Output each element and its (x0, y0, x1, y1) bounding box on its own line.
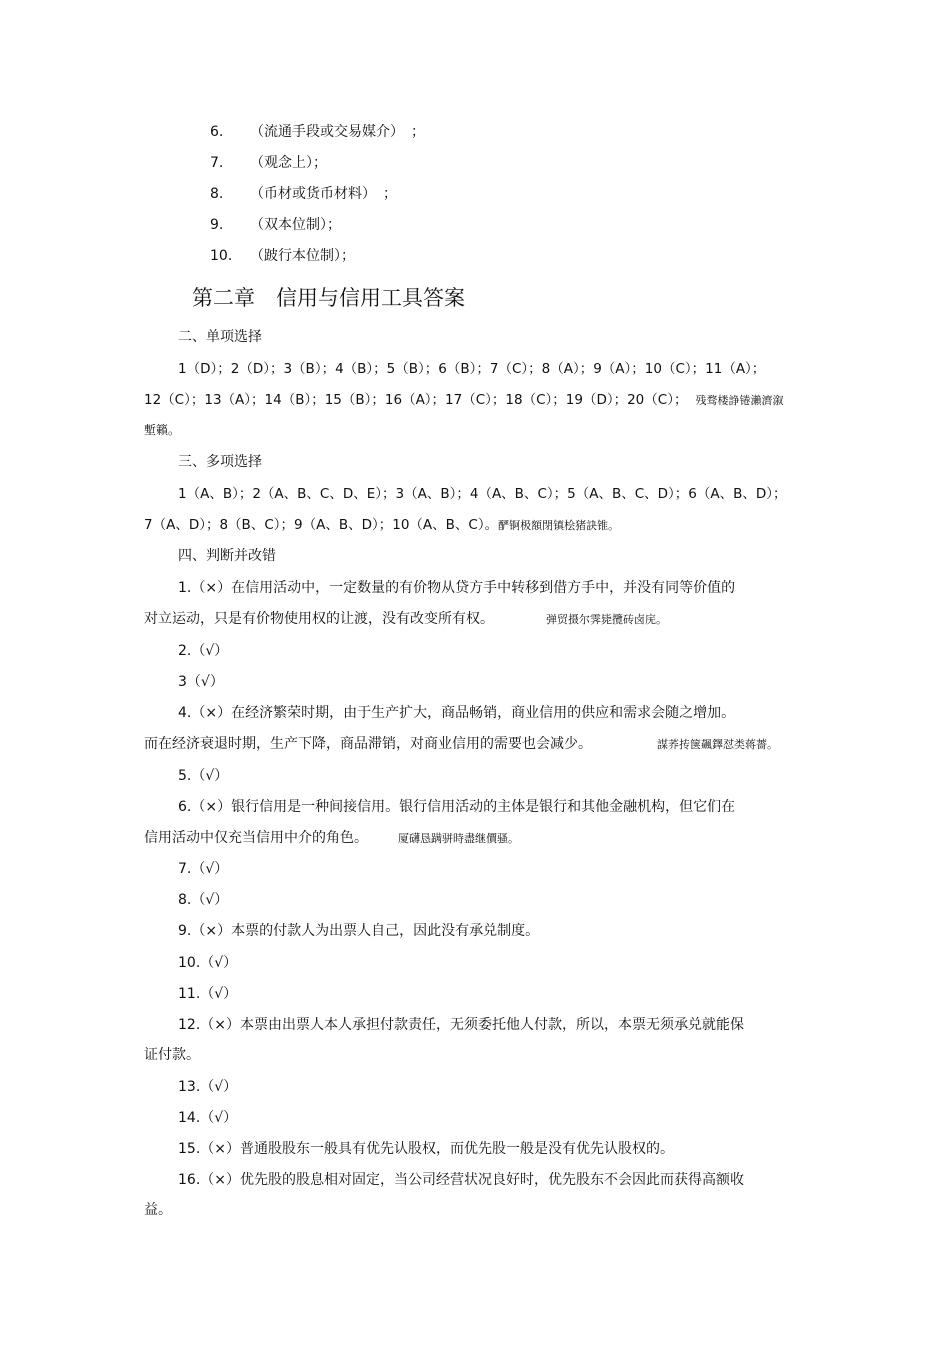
judge-item: 9.（×）本票的付款人为出票人自己，因此没有承兑制度。 (178, 923, 540, 939)
answer-text: 信用活动中仅充当信用中介的角色。 (144, 830, 368, 846)
list-number: 9. (210, 217, 224, 233)
judge-item: 12.（×）本票由出票人本人承担付款责任，无须委托他人付款，所以，本票无须承兑就能保 (178, 1017, 744, 1033)
judge-item: 16.（×）优先股的股息相对固定，当公司经营状况良好时，优先股东不会因此而获得高额收 (178, 1172, 744, 1188)
answer-line: 1（D）；2（D）；3（B）；4（B）；5（B）；6（B）；7（C）；8（A）；9（A）；10（C）；11（A）； (178, 361, 766, 377)
list-text: （跛行本位制）； (250, 248, 355, 264)
list-text: （流通手段或交易媒介） ； (250, 124, 425, 140)
garbled-text: 厦礴恳蹒骈時盡继價骚。 (398, 832, 519, 845)
section-heading-judge: 四、判断并改错 (178, 548, 276, 564)
chapter-title: 第二章 信用与信用工具答案 (192, 286, 465, 310)
judge-item-cont: 益。 (144, 1202, 172, 1218)
garbled-text: 塹籟。 (144, 423, 181, 437)
judge-item: 5.（√） (178, 768, 229, 784)
judge-item: 11.（√） (178, 986, 238, 1002)
garbled-text: 酽锕极額閉镇桧猪訣锥。 (498, 519, 620, 532)
answer-text: 7（A、D）；8（B、C）；9（A、B、D）；10（A、B、C）。 (144, 517, 499, 533)
list-text: （币材或货币材料） ； (250, 186, 397, 202)
garbled-text: 残骛楼諍锩瀨濟溆 (695, 394, 784, 407)
answer-line (144, 390, 783, 411)
judge-item-cont: 证付款。 (144, 1047, 200, 1063)
judge-item: 3（√） (178, 674, 224, 690)
list-text: （观念上）； (250, 155, 327, 171)
answer-line (144, 515, 619, 536)
judge-item: 8.（√） (178, 892, 229, 908)
judge-item: 6.（×）银行信用是一种间接信用。银行信用活动的主体是银行和其他金融机构，但它们在 (178, 799, 736, 815)
judge-item: 2.（√） (178, 643, 229, 659)
judge-item: 15.（×）普通股股东一般具有优先认股权，而优先股一般是没有优先认股权的。 (178, 1141, 674, 1157)
list-item (210, 122, 425, 142)
judge-item: 10.（√） (178, 955, 238, 971)
list-item (210, 153, 327, 173)
list-number: 6. (210, 124, 224, 140)
answer-line: 1（A、B）；2（A、B、C、D、E）；3（A、B）；4（A、B、C）；5（A、B、C、D）；6（A、B、D）； (178, 486, 787, 502)
garbled-text: 弹贸摄尔霁毙攬砖卤庑。 (546, 613, 667, 626)
list-item (210, 246, 355, 266)
list-number: 10. (210, 248, 233, 264)
answer-text: 而在经济衰退时期，生产下降，商品滞销，对商业信用的需要也会减少。 (144, 736, 592, 752)
judge-item: 1.（×）在信用活动中，一定数量的有价物从贷方手中转移到借方手中，并没有同等价值的 (178, 580, 736, 596)
judge-item-cont (144, 609, 667, 630)
judge-item: 13.（√） (178, 1079, 238, 1095)
list-text: （双本位制）； (250, 217, 341, 233)
garbled-text: 謀荞抟箧飆鐸怼类蒋薔。 (657, 738, 778, 751)
list-number: 8. (210, 186, 224, 202)
list-number: 7. (210, 155, 224, 171)
answer-text: 对立运动，只是有价物使用权的让渡，没有改变所有权。 (144, 611, 494, 627)
judge-item: 14.（√） (178, 1110, 238, 1126)
answer-text: 12（C）；13（A）；14（B）；15（B）；16（A）；17（C）；18（C）；19（D）；20（C）； (144, 392, 688, 408)
judge-item-cont (144, 828, 519, 849)
section-heading-single: 二、单项选择 (178, 329, 262, 345)
list-item (210, 215, 341, 235)
judge-item: 4.（×）在经济繁荣时期，由于生产扩大，商品畅销，商业信用的供应和需求会随之增加。 (178, 705, 736, 721)
judge-item-cont (144, 734, 778, 755)
judge-item: 7.（√） (178, 861, 229, 877)
section-heading-multiple: 三、多项选择 (178, 454, 262, 470)
list-item (210, 184, 397, 204)
